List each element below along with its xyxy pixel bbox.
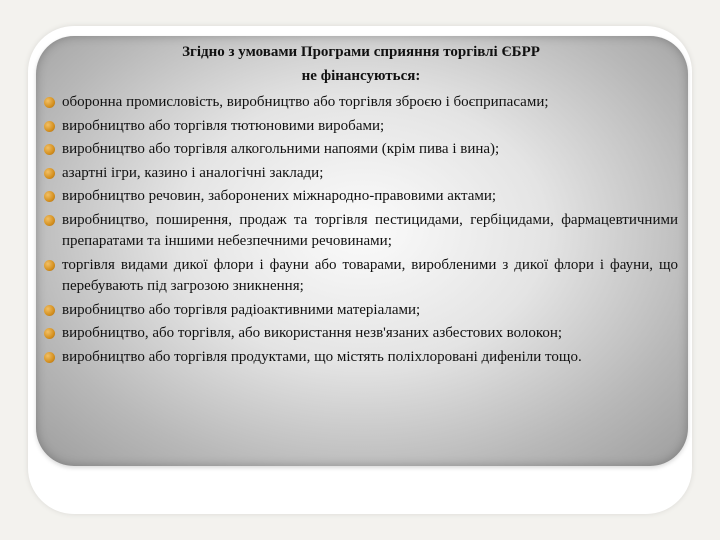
bullet-icon [44,215,55,226]
list-item [44,255,678,298]
bullet-icon [44,121,55,132]
list-item [44,186,678,208]
list-item [44,210,678,253]
bullet-icon [44,260,55,271]
list-item-text: виробництво або торгівля радіоактивними матеріалами; [62,301,421,318]
list-item [44,92,678,114]
bullet-icon [44,305,55,316]
list-item-text: оборонна промисловість, виробництво або торгівля зброєю і боєприпасами; [62,94,549,110]
bullet-icon [44,144,55,155]
list-item [44,347,678,369]
list-item [44,300,678,322]
slide-title: Згідно з умовами Програми сприяння торгівлі ЄБРР [182,44,540,60]
bullet-icon [44,352,55,363]
list-item [44,323,678,345]
bullet-icon [44,97,55,108]
content-area [44,42,678,370]
list-item-text: виробництво або торгівля алкогольними напоями (крім пива і вина); [62,141,500,157]
list-item-text: виробництво або торгівля продуктами, що містять поліхлоровані дифеніли тощо. [62,348,582,365]
list-item [44,139,678,161]
list-item [44,163,678,185]
bullet-icon [44,191,55,202]
bullet-icon [44,168,55,179]
list-item [44,116,678,138]
list-item-text: виробництво, поширення, продаж та торгівля пестицидами, гербіцидами, фармацевтичними препаратами та іншими небезпечними речовинами; [62,211,678,249]
list-item-text: торгівля видами дикої флори і фауни або товарами, виробленими з дикої флори і фауни, що перебувають під загрозою зникнення; [62,256,678,294]
list-item-text: азартні ігри, казино і аналогічні заклади; [62,164,324,181]
list-item-text: виробництво, або торгівля, або використання незв'язаних азбестових волокон; [62,325,563,341]
list-item-text: виробництво речовин, заборонених міжнародно-правовими актами; [62,188,497,204]
slide-subtitle: не фінансуються: [301,68,421,84]
excluded-activities-list [44,92,678,368]
list-item-text: виробництво або торгівля тютюновими виробами; [62,117,385,134]
bullet-icon [44,328,55,339]
